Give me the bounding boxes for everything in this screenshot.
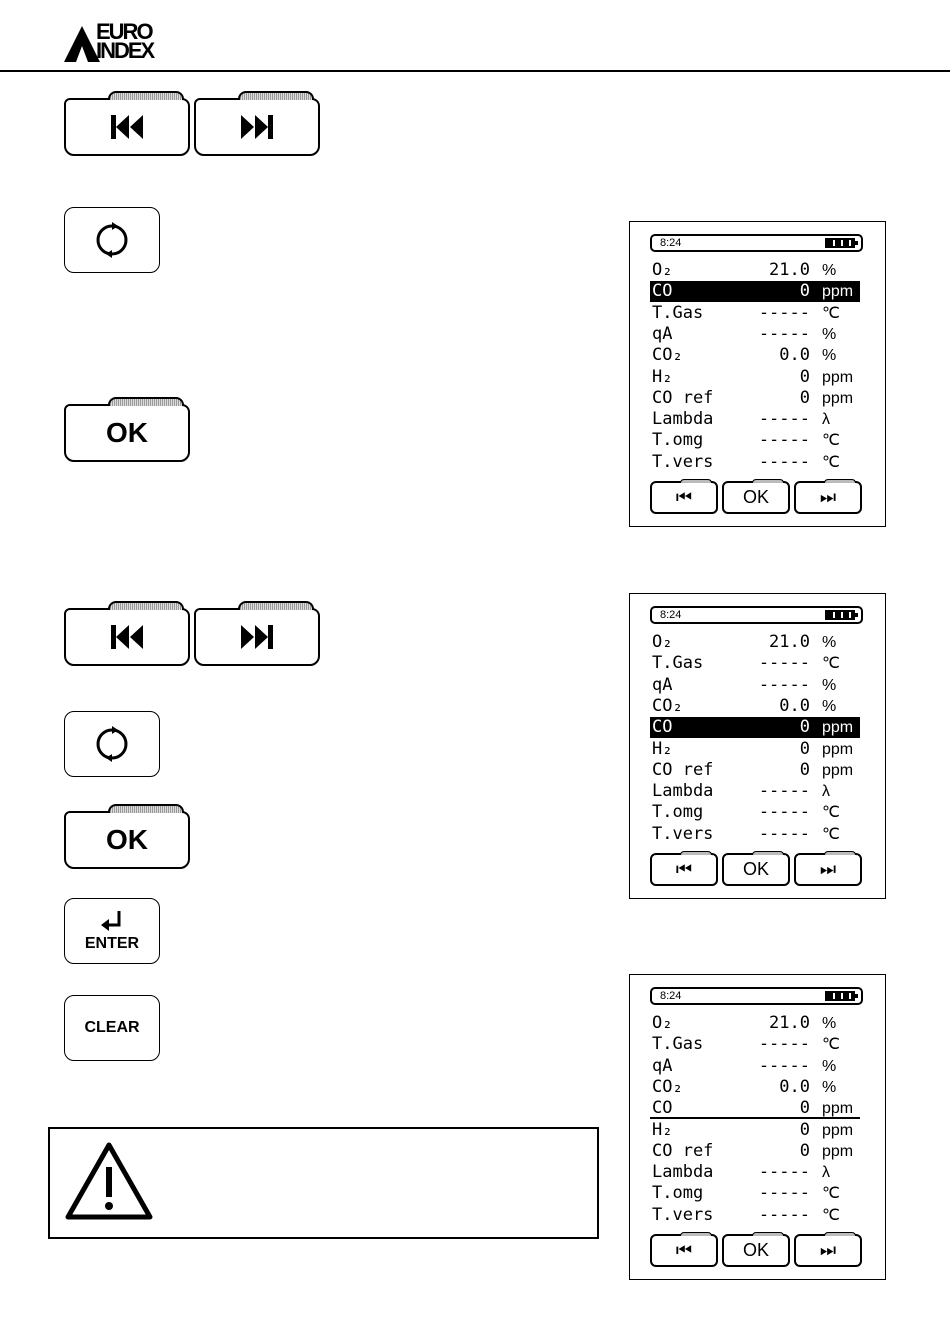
softkey-ok[interactable]: OK [722, 853, 790, 886]
reading-unit: % [822, 1057, 837, 1075]
reading-row[interactable] [650, 760, 860, 781]
ok-key-label: OK [106, 824, 148, 855]
status-bar [650, 234, 863, 252]
reading-name: T.vers [652, 451, 714, 472]
reading-name: Lambda [652, 1162, 714, 1183]
softkey-bar [650, 1234, 865, 1267]
reading-unit: % [822, 262, 837, 279]
reading-unit: % [822, 347, 837, 365]
softkey-prev[interactable]: ⏮ [650, 853, 718, 886]
reading-unit: ℃ [822, 825, 840, 843]
enter-key[interactable] [64, 898, 160, 964]
reading-name: qA [652, 674, 673, 695]
reading-unit: ppm [822, 283, 854, 301]
refresh-icon [94, 726, 130, 762]
reading-row[interactable] [650, 1162, 860, 1183]
softkey-ok[interactable]: OK [722, 481, 790, 514]
reading-name: CO ref [652, 387, 714, 408]
softkey-next[interactable]: ⏭ [794, 481, 862, 514]
reading-unit: % [822, 676, 837, 694]
reading-value: ----- [758, 409, 810, 430]
reading-value: 0 [799, 1119, 810, 1140]
reading-name: CO [652, 1098, 673, 1119]
clear-key-label: CLEAR [84, 1019, 140, 1036]
reading-value: 0 [799, 281, 810, 302]
reading-name: Lambda [652, 781, 714, 802]
warning-box [48, 1127, 599, 1239]
reading-unit: λ [822, 783, 830, 801]
reading-row[interactable] [650, 781, 860, 802]
reading-value: 21.0 [769, 260, 810, 280]
softkey-next[interactable]: ⏭ [794, 853, 862, 886]
reading-unit: ℃ [822, 304, 840, 322]
refresh-key-2[interactable] [64, 711, 160, 777]
reading-value: 0 [799, 759, 810, 780]
enter-arrow-icon [99, 909, 125, 935]
reading-value: 21.0 [769, 632, 810, 652]
reading-row[interactable] [650, 452, 860, 473]
softkey-next[interactable]: ⏭ [794, 1234, 862, 1267]
warning-triangle-icon [64, 1141, 154, 1221]
reading-name: CO ref [652, 759, 714, 780]
reading-row[interactable] [650, 696, 860, 717]
prev-key-2[interactable] [64, 608, 190, 666]
reading-name: T.vers [652, 1204, 714, 1225]
reading-row[interactable] [650, 1056, 860, 1077]
reading-name: T.Gas [652, 1034, 704, 1055]
reading-name: CO₂ [652, 345, 683, 366]
reading-name: H₂ [652, 1119, 673, 1140]
reading-value: ----- [758, 451, 810, 472]
reading-row[interactable] [650, 345, 860, 366]
reading-value: ----- [758, 323, 810, 344]
reading-row[interactable] [650, 1034, 860, 1055]
reading-name: T.vers [652, 823, 714, 844]
battery-icon [825, 991, 855, 1001]
reading-name: O₂ [652, 260, 673, 280]
reading-unit: % [822, 634, 837, 651]
reading-value: ----- [758, 781, 810, 802]
reading-unit: % [822, 1078, 837, 1096]
reading-unit: λ [822, 411, 830, 429]
reading-name: T.Gas [652, 653, 704, 674]
reading-value: ----- [758, 1034, 810, 1055]
reading-row[interactable] [650, 1183, 860, 1204]
reading-name: qA [652, 323, 673, 344]
reading-unit: ℃ [822, 655, 840, 673]
reading-row[interactable] [650, 824, 860, 845]
reading-row[interactable] [650, 367, 860, 388]
reading-value: ----- [758, 1204, 810, 1225]
reading-value: 0.0 [779, 345, 810, 366]
clear-key[interactable] [64, 995, 160, 1061]
reading-unit: ℃ [822, 432, 840, 450]
reading-value: 0 [799, 366, 810, 387]
reading-name: H₂ [652, 366, 673, 387]
reading-value: ----- [758, 302, 810, 323]
reading-row[interactable] [650, 409, 860, 430]
reading-value: 0.0 [779, 695, 810, 716]
battery-icon [825, 610, 855, 620]
reading-name: T.omg [652, 1183, 704, 1204]
reading-unit: ℃ [822, 1036, 840, 1054]
softkey-ok[interactable]: OK [722, 1234, 790, 1267]
ok-key-label: OK [106, 417, 148, 448]
reading-unit: ppm [822, 1142, 854, 1160]
reading-value: ----- [758, 1162, 810, 1183]
reading-name: O₂ [652, 1013, 673, 1033]
status-bar [650, 987, 863, 1005]
reading-row[interactable] [650, 260, 860, 281]
reading-row[interactable] [650, 303, 860, 324]
reading-unit: % [822, 325, 837, 343]
clock-time: 8:24 [660, 609, 682, 621]
softkey-prev[interactable]: ⏮ [650, 481, 718, 514]
ok-key-2[interactable] [64, 811, 190, 869]
reading-name: T.Gas [652, 302, 704, 323]
reading-name: CO ref [652, 1140, 714, 1161]
reading-row[interactable] [650, 1205, 860, 1226]
reading-name: T.omg [652, 802, 704, 823]
reading-row[interactable] [650, 1141, 860, 1162]
reading-unit: ppm [822, 368, 854, 386]
logo-text-euro: EURO [96, 19, 152, 44]
reading-row[interactable] [650, 281, 860, 302]
reading-name: CO₂ [652, 1076, 683, 1097]
logo-text-index: INDEX [96, 38, 154, 63]
reading-value: 0 [799, 1140, 810, 1161]
enter-key-label: ENTER [84, 935, 140, 952]
reading-row[interactable] [650, 1120, 860, 1141]
skip-back-icon [107, 113, 147, 141]
reading-unit: ℃ [822, 804, 840, 822]
reading-unit: ppm [822, 740, 854, 758]
reading-name: O₂ [652, 632, 673, 652]
softkey-prev[interactable]: ⏮ [650, 1234, 718, 1267]
ok-key[interactable] [64, 404, 190, 462]
reading-name: T.omg [652, 430, 704, 451]
refresh-icon [94, 222, 130, 258]
reading-value: ----- [758, 653, 810, 674]
next-key-2[interactable] [194, 608, 320, 666]
reading-row[interactable] [650, 653, 860, 674]
refresh-key[interactable] [64, 207, 160, 273]
reading-unit: ℃ [822, 1206, 840, 1224]
clock-time: 8:24 [660, 237, 682, 249]
reading-unit: ℃ [822, 453, 840, 471]
reading-row[interactable] [650, 717, 860, 738]
reading-value: 0 [799, 387, 810, 408]
skip-back-icon [107, 623, 147, 651]
reading-unit: % [822, 1015, 837, 1032]
battery-icon [825, 238, 855, 248]
reading-value: ----- [758, 823, 810, 844]
next-key[interactable] [194, 98, 320, 156]
reading-row[interactable] [650, 388, 860, 409]
device-screen-2 [629, 593, 886, 899]
reading-name: H₂ [652, 738, 673, 759]
reading-value: 21.0 [769, 1013, 810, 1033]
softkey-bar [650, 481, 865, 514]
reading-name: CO₂ [652, 695, 683, 716]
skip-forward-icon [237, 623, 277, 651]
reading-value: 0 [799, 1098, 810, 1119]
reading-value: ----- [758, 674, 810, 695]
reading-unit: ppm [822, 1100, 854, 1118]
reading-value: 0 [799, 738, 810, 759]
reading-value: ----- [758, 802, 810, 823]
status-bar [650, 606, 863, 624]
reading-unit: % [822, 697, 837, 715]
reading-name: qA [652, 1055, 673, 1076]
reading-value: ----- [758, 430, 810, 451]
euroindex-logo [62, 19, 182, 64]
reading-name: CO [652, 717, 673, 738]
reading-value: ----- [758, 1183, 810, 1204]
reading-row[interactable] [650, 802, 860, 823]
reading-row[interactable] [650, 739, 860, 760]
reading-unit: ppm [822, 719, 854, 737]
reading-row[interactable] [650, 1077, 860, 1098]
prev-key[interactable] [64, 98, 190, 156]
reading-name: CO [652, 281, 673, 302]
reading-row[interactable] [650, 324, 860, 345]
reading-name: Lambda [652, 409, 714, 430]
reading-row[interactable] [650, 1013, 860, 1034]
reading-unit: ppm [822, 761, 854, 779]
skip-forward-icon [237, 113, 277, 141]
softkey-bar [650, 853, 865, 886]
reading-row[interactable] [650, 430, 860, 451]
reading-unit: λ [822, 1164, 830, 1182]
reading-value: ----- [758, 1055, 810, 1076]
reading-unit: ppm [822, 389, 854, 407]
header-divider [0, 70, 950, 72]
reading-value: 0 [799, 717, 810, 738]
reading-row[interactable] [650, 632, 860, 653]
reading-unit: ppm [822, 1121, 854, 1139]
reading-row[interactable] [650, 1098, 860, 1119]
reading-row[interactable] [650, 675, 860, 696]
clock-time: 8:24 [660, 990, 682, 1002]
device-screen-3 [629, 974, 886, 1280]
reading-value: 0.0 [779, 1076, 810, 1097]
reading-unit: ℃ [822, 1185, 840, 1203]
device-screen-1 [629, 221, 886, 527]
